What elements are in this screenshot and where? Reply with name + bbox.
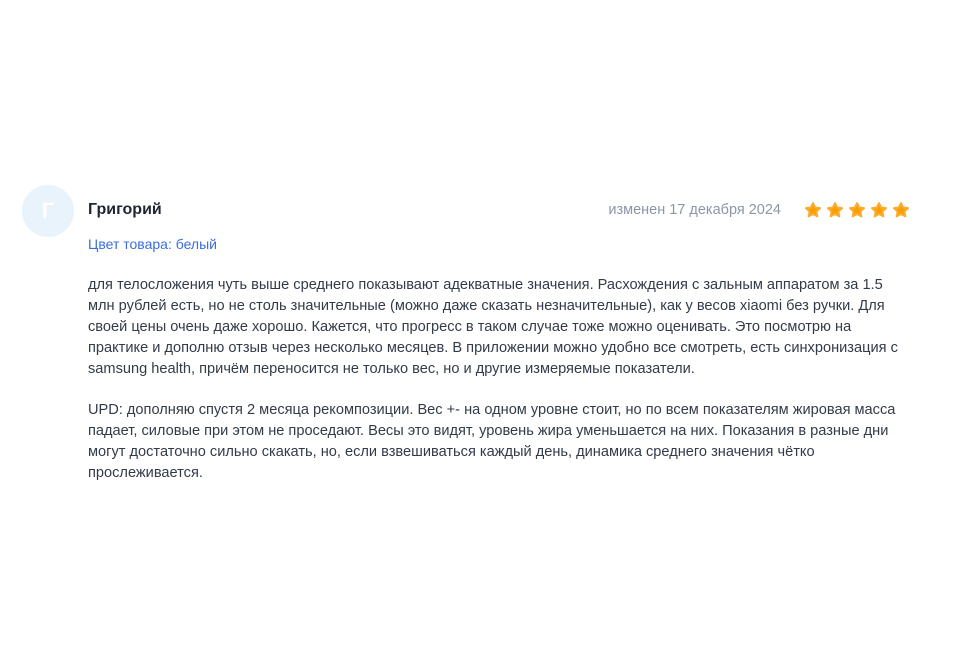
star-icon	[804, 201, 822, 219]
review-content	[88, 185, 910, 484]
review-card	[22, 185, 910, 484]
edited-date: изменен 17 декабря 2024	[608, 202, 781, 218]
star-icon	[848, 201, 866, 219]
star-icon	[826, 201, 844, 219]
product-variant-link[interactable]: Цвет товара: белый	[88, 236, 217, 252]
review-header	[88, 201, 910, 219]
reviewer-name: Григорий	[88, 201, 162, 218]
avatar-letter: Г	[41, 198, 55, 223]
rating-stars	[804, 201, 910, 219]
star-icon	[870, 201, 888, 219]
review-meta	[608, 201, 910, 219]
review-paragraph: для телосложения чуть выше среднего показывают адекватные значения. Расхождения с зальным аппаратом за 1.5 млн рублей есть, но не столь значительные (можно даже сказать незначительные), как у весов xiaomi без ручки. Для своей цены очень даже хорошо. Кажется, что прогресс в таком случае тоже можно оценивать. Это посмотрю на практике и дополню отзыв через несколько месяцев. В приложении можно удобно все смотреть, есть синхронизация с samsung health, причём переносится не только вес, но и другие измеряемые показатели.	[88, 277, 898, 377]
review-body	[88, 275, 910, 484]
star-icon	[892, 201, 910, 219]
review-paragraph: UPD: дополняю спустя 2 месяца рекомпозиции. Вес +- на одном уровне стоит, но по всем показателям жировая масса падает, силовые при этом не проседают. Весы это видят, уровень жира уменьшается на них. Показания в разные дни могут достаточно сильно скакать, но, если взвешиваться каждый день, динамика среднего значения чётко прослеживается.	[88, 402, 896, 481]
avatar	[22, 185, 74, 237]
